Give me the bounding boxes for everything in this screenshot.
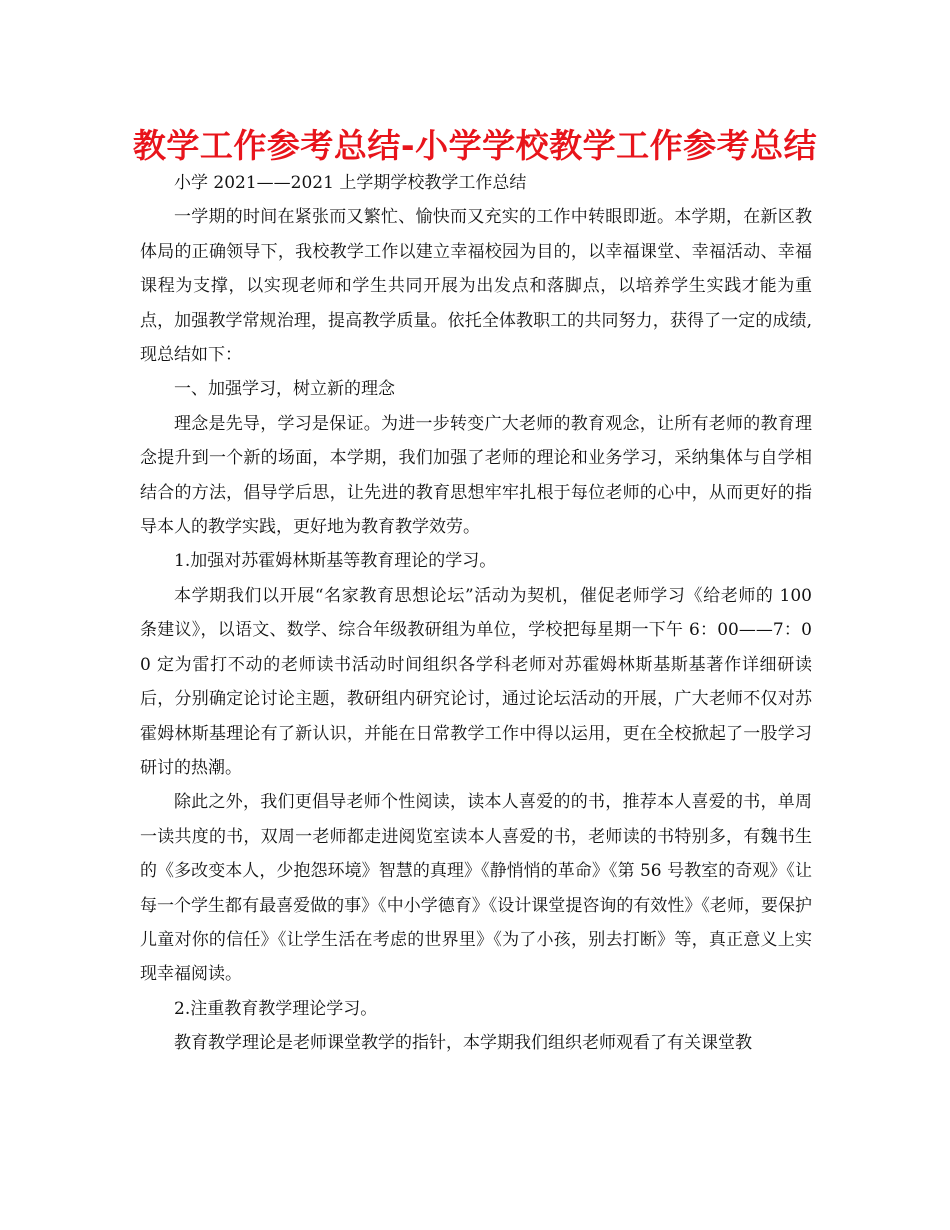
section-1-paragraph: 理念是先导，学习是保证。为进一步转变广大老师的教育观念，让所有老师的教育理念提升到一个新的场面，本学期，我们加强了老师的理论和业务学习，采纳集体与自学相结合的方法，倡导学后思，让先进的教育思想牢牢扎根于每位老师的心中，从而更好的指导本人的教学实践，更好地为教育教学效劳。 xyxy=(140,413,812,538)
document-body xyxy=(140,166,812,1061)
subsection-2-paragraph: 教育教学理论是老师课堂教学的指针，本学期我们组织老师观看了有关课堂教 xyxy=(174,1033,752,1054)
subsection-heading-2: 2.注重教育教学理论学习。 xyxy=(174,998,378,1019)
reading-paragraph: 除此之外，我们更倡导老师个性阅读，读本人喜爱的的书，推荐本人喜爱的书，单周一读共度的书，双周一老师都走进阅览室读本人喜爱的书，老师读的书特别多，有魏书生的《多改变本人，少抱怨环境》智慧的真理》《静悄悄的革命》《第 56 号教室的奇观》《让每一个学生都有最喜爱做的事》《中小学德育》《设计课堂提咨询的有效性》《老师，要保护儿童对你的信任》《让学生活在考虑的世界里》《为了小孩，别去打断》等，真正意义上实现幸福阅读。 xyxy=(140,792,812,985)
section-heading-1: 一、加强学习，树立新的理念 xyxy=(174,379,395,400)
document-title: 教学工作参考总结-小学学校教学工作参考总结 xyxy=(132,126,818,165)
subtitle-line: 小学 2021——2021 上学期学校教学工作总结 xyxy=(174,173,527,193)
subsection-heading-1: 1.加强对苏霍姆林斯基等教育理论的学习。 xyxy=(174,551,497,572)
subsection-1-paragraph: 本学期我们以开展“名家教育思想论坛”活动为契机，催促老师学习《给老师的 100 条建议》，以语文、数学、综合年级教研组为单位，学校把每星期一下午 6：00——7：00 定为雷打不动的老师读书活动时间组织各学科老师对苏霍姆林斯基斯基著作详细研读后，分别确定论讨论主题，教研组内研究论讨，通过论坛活动的开展，广大老师不仅对苏霍姆林斯基理论有了新认识，并能在日常教学工作中得以运用，更在全校掀起了一股学习研讨的热潮。 xyxy=(140,585,812,778)
intro-paragraph: 一学期的时间在紧张而又繁忙、愉快而又充实的工作中转眼即逝。本学期，在新区教体局的正确领导下，我校教学工作以建立幸福校园为目的，以幸福课堂、幸福活动、幸福课程为支撑，以实现老师和学生共同开展为出发点和落脚点，以培养学生实践才能为重点，加强教学常规治理，提高教学质量。依托全体教职工的共同努力，获得了一定的成绩,现总结如下： xyxy=(140,207,812,366)
